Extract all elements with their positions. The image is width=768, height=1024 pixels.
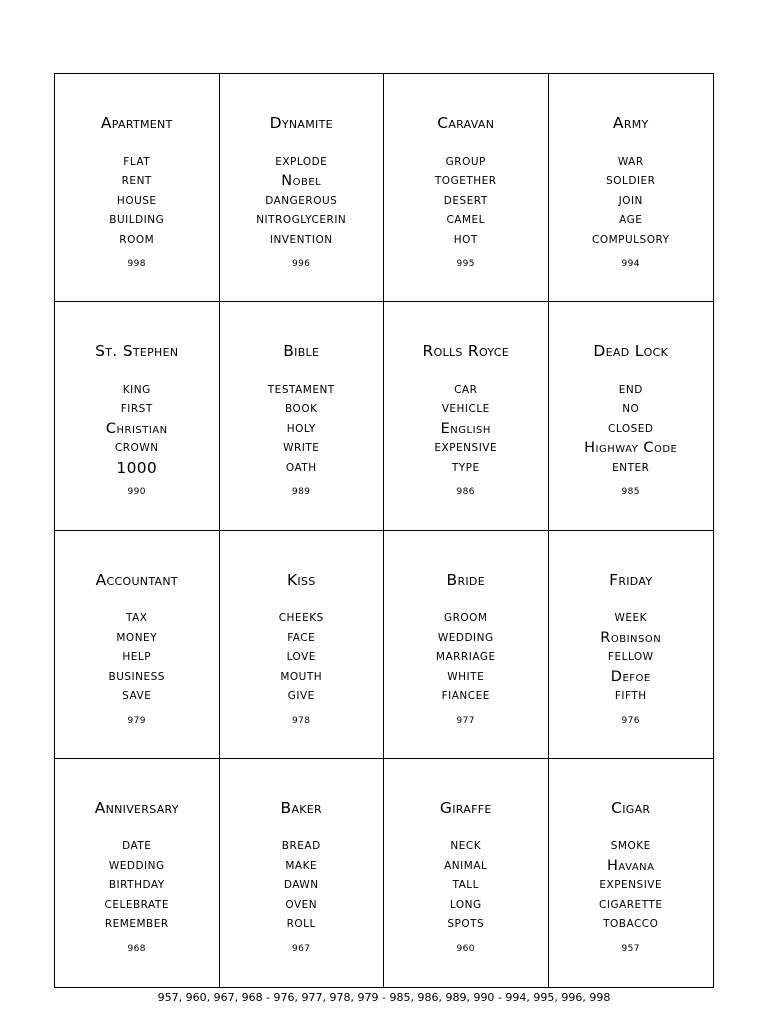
- taboo-word-list: [549, 609, 714, 707]
- taboo-word: DESERT: [443, 194, 488, 207]
- taboo-word: RENT: [121, 175, 152, 187]
- taboo-word: EXPLODE: [275, 155, 328, 168]
- taboo-word-list: [549, 381, 714, 479]
- taboo-word: DAWN: [283, 879, 319, 892]
- taboo-word: WAR: [617, 155, 644, 168]
- card-baker: [220, 759, 385, 987]
- card-cigar: [549, 759, 714, 987]
- card-title: Giraffe: [439, 798, 492, 817]
- card-army: [549, 74, 714, 302]
- card-sheet: [54, 73, 714, 988]
- taboo-word: SPOTS: [447, 918, 485, 931]
- taboo-word: NECK: [450, 840, 482, 853]
- taboo-word: Defoe: [610, 668, 651, 685]
- card-title: Dead Lock: [593, 342, 669, 361]
- taboo-word: BUILDING: [109, 214, 165, 226]
- taboo-word: CIGARETTE: [599, 898, 663, 911]
- taboo-word: DATE: [122, 840, 152, 853]
- taboo-word: WEDDING: [108, 859, 165, 872]
- card-friday: [549, 531, 714, 759]
- taboo-word: FELLOW: [607, 651, 654, 663]
- taboo-word: TOGETHER: [434, 175, 497, 187]
- card-title: Bride: [446, 570, 485, 589]
- taboo-word: ROLL: [286, 918, 316, 931]
- taboo-word: MAKE: [285, 859, 318, 872]
- taboo-word: FIANCEE: [441, 690, 490, 702]
- taboo-word-list: [549, 837, 714, 935]
- taboo-word: JOIN: [618, 194, 643, 207]
- taboo-word: FACE: [287, 631, 316, 644]
- card-number: 979: [127, 715, 146, 726]
- card-number: 960: [456, 943, 475, 954]
- taboo-word-list: [549, 153, 714, 251]
- taboo-word: NO: [622, 403, 640, 416]
- taboo-word: WRITE: [283, 442, 320, 455]
- card-kiss: [220, 531, 385, 759]
- card-number: 985: [621, 487, 640, 498]
- taboo-word: SAVE: [122, 690, 152, 702]
- taboo-word: CLOSED: [608, 422, 654, 435]
- taboo-word-list: [220, 381, 384, 479]
- taboo-word: ANIMAL: [444, 859, 488, 872]
- taboo-word: INVENTION: [269, 233, 333, 246]
- taboo-word: OATH: [285, 461, 317, 474]
- taboo-word-list: [384, 837, 548, 935]
- taboo-word: END: [618, 383, 643, 396]
- taboo-word-list: [55, 837, 219, 935]
- card-title: St. Stephen: [95, 342, 179, 361]
- taboo-word: CAMEL: [446, 214, 486, 226]
- taboo-word: 1000: [116, 458, 158, 477]
- taboo-word: AGE: [619, 214, 643, 226]
- taboo-word: CAR: [454, 383, 478, 396]
- card-number: 957: [621, 943, 640, 954]
- taboo-word-list: [55, 153, 219, 251]
- taboo-word-list: [220, 837, 384, 935]
- taboo-word: TALL: [452, 879, 479, 892]
- card-anniversary: [55, 759, 220, 987]
- taboo-word: Nobel: [281, 173, 322, 189]
- taboo-word: TYPE: [451, 461, 480, 474]
- card-number: 996: [292, 259, 311, 269]
- taboo-word: OVEN: [285, 898, 318, 911]
- taboo-word: Highway Code: [584, 440, 678, 457]
- taboo-word: LONG: [449, 898, 482, 911]
- taboo-word-list: [55, 609, 219, 707]
- taboo-word: DANGEROUS: [265, 194, 338, 207]
- taboo-word-list: [384, 381, 548, 479]
- taboo-word: HOT: [453, 233, 478, 246]
- taboo-word: MOUTH: [280, 670, 323, 683]
- card-number: 976: [621, 715, 640, 726]
- card-st-stephen: [55, 302, 220, 530]
- taboo-word: WHITE: [447, 670, 485, 683]
- taboo-word: CELEBRATE: [104, 898, 169, 911]
- taboo-word-list: [220, 609, 384, 707]
- card-title: Baker: [280, 798, 322, 817]
- taboo-word: CROWN: [114, 442, 159, 455]
- taboo-word: FIRST: [120, 403, 153, 416]
- taboo-word: EXPENSIVE: [599, 879, 663, 892]
- card-caravan: [384, 74, 549, 302]
- taboo-word: HOUSE: [116, 194, 157, 207]
- card-title: Army: [612, 114, 649, 132]
- card-number-list: 957, 960, 967, 968 - 976, 977, 978, 979 - 985, 986, 989, 990 - 994, 995, 996, 998: [157, 991, 611, 1004]
- card-number: 994: [621, 259, 640, 269]
- card-title: Accountant: [95, 570, 178, 589]
- taboo-word: GIVE: [287, 690, 315, 702]
- card-title: Rolls Royce: [422, 342, 509, 361]
- taboo-word: HELP: [122, 651, 152, 663]
- taboo-word-list: [384, 609, 548, 707]
- taboo-word: BOOK: [285, 403, 318, 416]
- card-dead-lock: [549, 302, 714, 530]
- taboo-word-list: [384, 153, 548, 251]
- taboo-word: Havana: [607, 857, 655, 874]
- taboo-word: FLAT: [123, 155, 151, 168]
- card-title: Caravan: [437, 114, 495, 132]
- card-title: Bible: [283, 342, 320, 361]
- card-number: 990: [127, 487, 146, 498]
- card-number: 977: [456, 715, 475, 726]
- taboo-word: SOLDIER: [606, 175, 656, 187]
- card-dynamite: [220, 74, 385, 302]
- taboo-word: MARRIAGE: [435, 651, 496, 663]
- taboo-word: BUSINESS: [108, 670, 165, 683]
- taboo-word-list: [220, 153, 384, 251]
- taboo-word: CHEEKS: [278, 612, 324, 624]
- card-apartment: [55, 74, 220, 302]
- taboo-word: BIRTHDAY: [108, 879, 165, 892]
- taboo-word: FIFTH: [614, 690, 647, 702]
- taboo-word: MONEY: [116, 631, 158, 644]
- card-rolls-royce: [384, 302, 549, 530]
- taboo-word: EXPENSIVE: [434, 442, 498, 455]
- card-title: Anniversary: [94, 798, 179, 817]
- taboo-word: HOLY: [286, 422, 316, 435]
- taboo-word: ROOM: [119, 233, 155, 246]
- taboo-word: WEEK: [614, 612, 648, 624]
- taboo-word: NITROGLYCERIN: [256, 214, 347, 226]
- taboo-word: WEDDING: [437, 631, 494, 644]
- taboo-word: TOBACCO: [603, 918, 659, 931]
- taboo-word: BREAD: [281, 840, 321, 853]
- taboo-word: SMOKE: [610, 840, 651, 853]
- taboo-word: REMEMBER: [104, 918, 169, 931]
- card-giraffe: [384, 759, 549, 987]
- taboo-word: TAX: [126, 612, 148, 624]
- card-number: 998: [127, 259, 146, 269]
- taboo-word: KING: [122, 383, 151, 396]
- taboo-word: COMPULSORY: [592, 233, 670, 246]
- card-number: 989: [292, 487, 311, 498]
- card-title: Cigar: [611, 798, 651, 817]
- taboo-word: LOVE: [286, 651, 316, 663]
- taboo-word: Robinson: [600, 629, 662, 646]
- card-number: 995: [456, 259, 475, 269]
- card-number: 968: [127, 943, 146, 954]
- card-title: Apartment: [100, 114, 173, 132]
- taboo-word: GROUP: [445, 155, 486, 168]
- taboo-word: VEHICLE: [441, 403, 490, 416]
- card-title: Kiss: [286, 570, 316, 589]
- taboo-word: ENTER: [612, 461, 650, 474]
- taboo-word: Christian: [105, 420, 168, 437]
- card-title: Friday: [609, 570, 653, 589]
- card-title: Dynamite: [269, 114, 333, 132]
- taboo-word: GROOM: [443, 612, 488, 624]
- taboo-word: TESTAMENT: [267, 383, 335, 396]
- card-number: 986: [456, 487, 475, 498]
- card-bride: [384, 531, 549, 759]
- card-bible: [220, 302, 385, 530]
- card-number: 978: [292, 715, 311, 726]
- card-number: 967: [292, 943, 311, 954]
- taboo-word-list: [55, 381, 219, 479]
- taboo-word: English: [440, 420, 491, 437]
- card-accountant: [55, 531, 220, 759]
